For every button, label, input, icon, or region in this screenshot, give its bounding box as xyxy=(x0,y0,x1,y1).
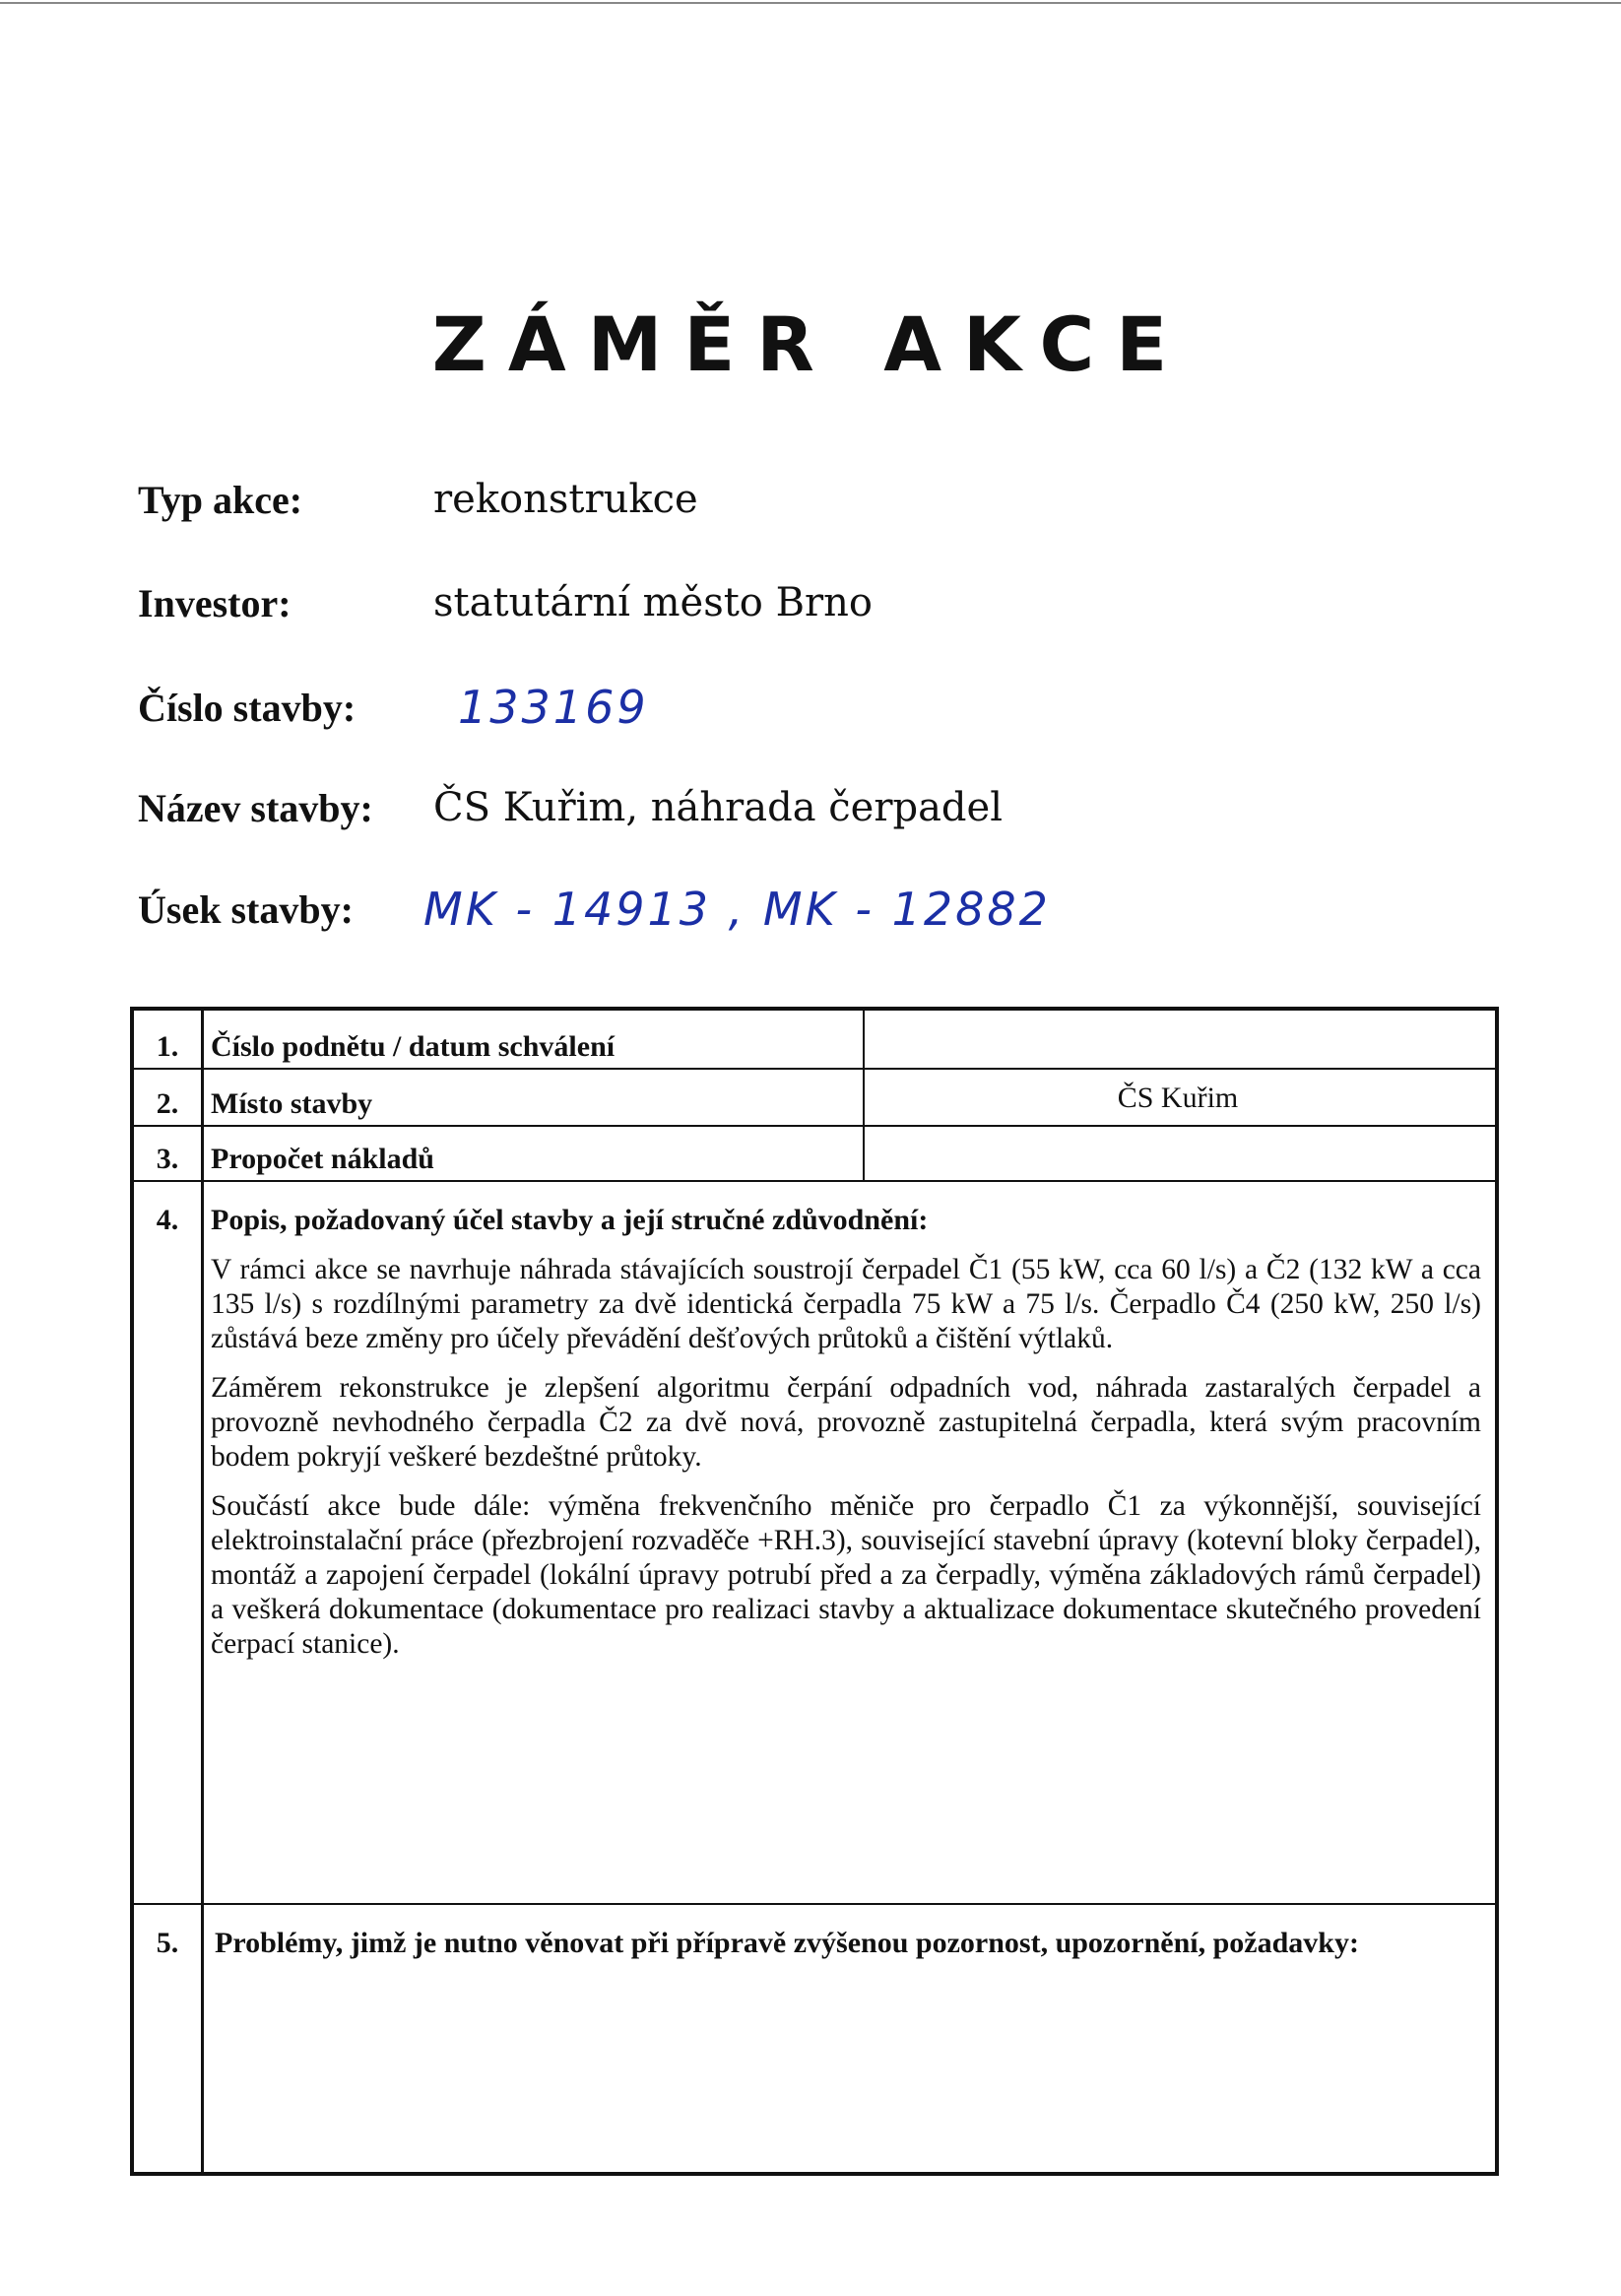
handwritten-value: 133169 xyxy=(458,681,649,734)
field-usek-stavby xyxy=(138,875,1051,944)
form-table xyxy=(130,1007,1499,2176)
row-number: 5. xyxy=(156,1927,179,1959)
row-value: ČS Kuřim xyxy=(1117,1082,1239,1114)
handwritten-value: MK - 14913 , MK - 12882 xyxy=(423,883,1051,936)
field-value: rekonstrukce xyxy=(433,477,698,522)
row-number: 3. xyxy=(156,1143,179,1175)
scan-edge-line xyxy=(0,2,1621,4)
field-value: statutární město Brno xyxy=(433,580,873,625)
row-number: 2. xyxy=(156,1087,179,1120)
field-label: Typ akce: xyxy=(138,477,303,522)
field-value: ČS Kuřim, náhrada čerpadel xyxy=(433,785,1003,830)
description-paragraph: Součástí akce bude dále: výměna frekvenčního měniče pro čerpadlo Č1 za výkonnější, související elektroinstalační práce (přezbrojení rozvaděče +RH.3), související stavební úpravy (kotevní bloky čerpadel), montáž a zapojení čerpadel (lokální úpravy potrubí před a za čerpadly, výměna základových rámů čerpadel) a veškerá dokumentace (dokumentace pro realizaci stavby a aktualizace dokumentace skutečného provedení čerpací stanice). xyxy=(211,1490,1481,1660)
row-label: Místo stavby xyxy=(211,1087,373,1120)
row-divider xyxy=(134,1125,1495,1127)
field-investor xyxy=(138,568,873,637)
row-divider xyxy=(134,1068,1495,1070)
row-divider xyxy=(134,1903,1495,1905)
field-cislo-stavby xyxy=(138,673,649,742)
section-description xyxy=(211,1253,1481,1676)
section-heading: Popis, požadovaný účel stavby a její stručné zdůvodnění: xyxy=(211,1204,929,1236)
row-label: Propočet nákladů xyxy=(211,1143,434,1175)
row-label: Číslo podnětu / datum schválení xyxy=(211,1030,616,1063)
description-paragraph: V rámci akce se navrhuje náhrada stávajících soustrojí čerpadel Č1 (55 kW, cca 60 l/s) a Č2 (132 kW a cca 135 l/s) s rozdílnými parametry za dvě identická čerpadla 75 kW a 75 l/s. Čerpadlo Č4 (250 kW, 250 l/s) zůstává beze změny pro účely převádění dešťových průtoků a čištění výtlaků. xyxy=(211,1254,1481,1354)
field-label: Název stavby: xyxy=(138,785,373,830)
field-nazev-stavby xyxy=(138,773,1003,842)
description-paragraph: Záměrem rekonstrukce je zlepšení algoritmu čerpání odpadních vod, náhrada zastaralých čerpadel a provozně nevhodného čerpadla Č2 za dvě nová, provozně zastupitelná čerpadla, která svým pracovním bodem pokryjí veškeré bezdeštné průtoky. xyxy=(211,1372,1481,1473)
row-divider xyxy=(134,1180,1495,1182)
number-column-divider xyxy=(201,1011,204,2176)
row-number: 4. xyxy=(156,1204,179,1236)
field-label: Číslo stavby: xyxy=(138,685,357,730)
field-typ-akce xyxy=(138,465,698,534)
section-heading: Problémy, jimž je nutno věnovat při přípravě zvýšenou pozornost, upozornění, požadavky: xyxy=(215,1927,1359,1959)
row-number: 1. xyxy=(156,1030,179,1063)
field-label: Investor: xyxy=(138,580,292,625)
document-title: ZÁMĚR AKCE xyxy=(431,300,1190,388)
field-label: Úsek stavby: xyxy=(138,886,354,932)
